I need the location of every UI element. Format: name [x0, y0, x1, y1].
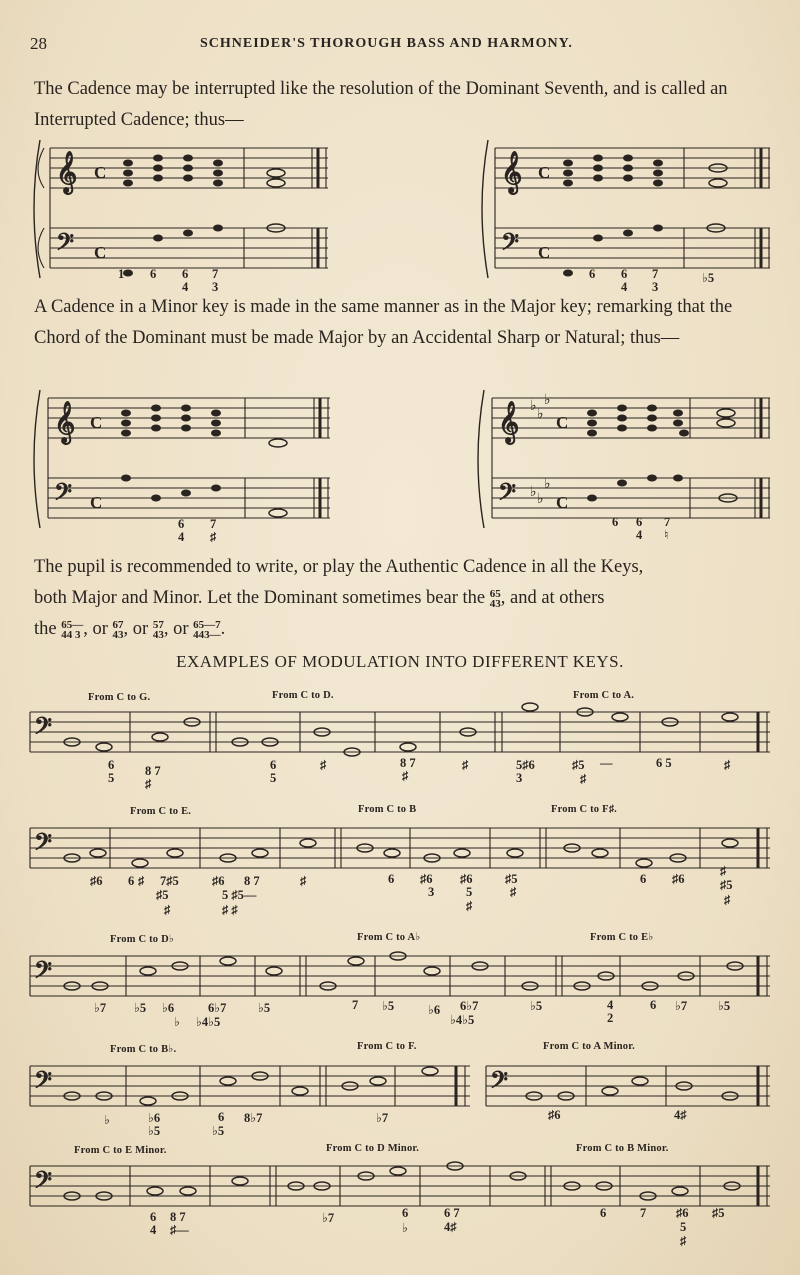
figure-1b-1: 6	[621, 267, 628, 281]
bass-clef: 𝄢	[56, 230, 75, 261]
label-c-to-a-minor: From C to A Minor.	[543, 1041, 635, 1052]
svg-text:𝄢: 𝄢	[34, 1168, 53, 1199]
section-title: EXAMPLES OF MODULATION INTO DIFFERENT KEYS.	[176, 652, 624, 671]
svg-text:C: C	[538, 243, 551, 262]
label-c-to-e-minor: From C to E Minor.	[74, 1145, 167, 1156]
svg-text:C: C	[556, 413, 569, 432]
label-c-to-g: From C to G.	[88, 692, 151, 703]
figure-1a-2: 6	[182, 267, 189, 281]
modulation-staves	[30, 712, 770, 1206]
figure-2b-4: ♮	[664, 528, 669, 542]
figure-2a-3: ♯	[210, 530, 217, 544]
svg-text:𝄢: 𝄢	[34, 714, 53, 745]
label-c-to-b-minor: From C to B Minor.	[576, 1143, 669, 1154]
inline-figure-a: 6 4	[489, 587, 496, 610]
svg-text:♭: ♭	[530, 485, 537, 500]
inline-figure-a2: 5 3	[495, 587, 501, 610]
book-page: 28 SCHNEIDER'S THOROUGH BASS AND HARMONY. The Cadence may be interrupted like the resolution of the Dominant Seventh, and is called an Interrupted Cadence; thus— 𝄞 𝄢 C C 𝄞 𝄢 C C 1 6 6 4 7 3 6 6 4 7 3 ♭5 𝄞 𝄢 C C 𝄞 𝄢 ♭ ♭ ♭ ♭ ♭ ♭ C C 6 4 7 ♯ 6 6 4 7 ♮ 𝄢 𝄢 𝄢 𝄢 𝄢 𝄢 A Cadence in a Minor key is made in the same manner as in the Major key; remarking that the Chord of the Dominant must be made Major by an Accidental Sharp or Natural; thus— The pupil is recommended to write, or play the Authentic Cadence in all the Keys, both Major and Minor. Let the Dominant sometimes bear the 6 45 3, and at others the 6 45 4— 3 , or 6 47 3, or 5 47 3, or 6 45 4—7 3—. EXAMPLES OF MODULATION INTO DIFFERENT KEYS. From C to G. From C to D. From C to A. From C to E. From C to B From C to F♯. From C to D♭ From C to A♭ From C to E♭ From C to B♭. From C to F. From C to A Minor. From C to E Minor. From C to D Minor. From C to B Minor. 6 5 8 7 ♯ 6 5 ♯ 8 7 ♯ ♯ 5♯6 3 ♯5 — ♯ 6 5 ♯ ♯6 6 ♯ 7♯5 ♯5 ♯ ♯6 8 7 5 ♯5— ♯ ♯ ♯ 6 ♯6 3 ♯6 5 ♯ ♯5 ♯ 6 ♯6 ♯ ♯5 ♯ ♭7 ♭5 ♭6 ♭ 6♭7 ♭4♭5 ♭5 7 ♭5 ♭6 6♭7 ♭4♭5 ♭5 4 2 6 ♭7 ♭5 ♭ ♭6 ♭5 6 ♭5 8♭7 ♭7 ♯6 4♯ 6 4 8 7 ♯— ♭7 6 ♭ 6 7 4♯ 6 7 ♯6 5 ♯ ♯5	[0, 0, 800, 1275]
svg-text:♭: ♭	[544, 477, 551, 492]
svg-text:C: C	[90, 493, 103, 512]
svg-text:𝄢: 𝄢	[34, 1068, 53, 1099]
svg-text:C: C	[94, 163, 107, 182]
para3-line1: The pupil is recommended to write, or play the Authentic Cadence in all the Keys,	[34, 557, 644, 577]
figure-2a-0: 6	[178, 517, 185, 531]
svg-text:𝄞: 𝄞	[54, 402, 76, 442]
label-c-to-a-flat: From C to A♭	[357, 932, 421, 943]
label-c-to-d-minor: From C to D Minor.	[326, 1143, 420, 1154]
svg-text:♭: ♭	[530, 399, 537, 414]
para3-line2	[34, 583, 774, 614]
svg-text:𝄞: 𝄞	[501, 152, 523, 192]
figure-2a-1: 4	[178, 530, 185, 544]
label-c-to-d-flat: From C to D♭	[110, 934, 175, 945]
svg-text:𝄢: 𝄢	[490, 1068, 509, 1099]
figure-1a-0: 1	[118, 267, 125, 281]
figure-1b-5: ♭5	[702, 271, 715, 285]
svg-text:𝄞: 𝄞	[498, 402, 520, 442]
figure-1b-3: 7	[652, 267, 659, 281]
figure-2b-1: 6	[636, 515, 643, 529]
figure-2b-3: 7	[664, 515, 671, 529]
running-title: SCHNEIDER'S THOROUGH BASS AND HARMONY.	[200, 36, 573, 51]
svg-text:C: C	[538, 163, 551, 182]
figure-1a-3: 4	[182, 280, 189, 294]
figure-1b-0: 6	[589, 267, 596, 281]
label-c-to-f-sharp: From C to F♯.	[551, 804, 617, 815]
label-c-to-f: From C to F.	[357, 1041, 417, 1052]
svg-text:𝄢: 𝄢	[498, 480, 517, 511]
para3-line2-text-b: , and at others	[500, 588, 605, 608]
svg-text:𝄢: 𝄢	[34, 958, 53, 989]
svg-text:♭: ♭	[544, 393, 551, 408]
label-c-to-d: From C to D.	[272, 690, 334, 701]
figure-1a-5: 3	[212, 280, 219, 294]
inline-figure-b: 6 4	[61, 618, 67, 641]
svg-text:C: C	[556, 493, 569, 512]
figure-1a-1: 6	[150, 267, 157, 281]
svg-text:C: C	[94, 243, 107, 262]
svg-text:𝄢: 𝄢	[54, 480, 73, 511]
label-c-to-e: From C to E.	[130, 806, 192, 817]
label-c-to-b-flat: From C to B♭.	[110, 1044, 177, 1055]
inline-figure-d: 5 4	[152, 618, 159, 641]
paragraph-authentic-cadence	[34, 552, 774, 645]
paragraph-minor-cadence: A Cadence in a Minor key is made in the same manner as in the Major key; remarking that the Chord of the Dominant must be made Major by an Accidental Sharp or Natural; thus—	[34, 297, 733, 348]
figure-2a-2: 7	[210, 517, 217, 531]
para3-line2-text-a: both Major and Minor. Let the Dominant sometimes bear the	[34, 588, 486, 608]
svg-text:𝄢: 𝄢	[34, 830, 53, 861]
figure-1a-4: 7	[212, 267, 219, 281]
paragraph-interrupted-cadence: The Cadence may be interrupted like the resolution of the Dominant Seventh, and is called an Interrupted Cadence; thus—	[34, 79, 728, 130]
figure-2b-0: 6	[612, 515, 619, 529]
page-number: 28	[30, 34, 47, 53]
figure-1b-2: 4	[621, 280, 628, 294]
svg-text:♭: ♭	[537, 407, 544, 422]
label-c-to-e-flat: From C to E♭	[590, 932, 654, 943]
figure-1b-4: 3	[652, 280, 659, 294]
treble-clef: 𝄞	[56, 152, 78, 192]
label-c-to-a: From C to A.	[573, 690, 635, 701]
svg-text:♭: ♭	[537, 492, 544, 507]
figure-2b-2: 4	[636, 528, 643, 542]
para3-line3: the 6 45 4— 3 , or 6 47 3, or 5 47 3, or 6 45 4—7 3—.	[34, 618, 226, 641]
inline-figure-c: 6 4	[112, 618, 119, 641]
inline-figure-e: 6 4	[193, 618, 199, 641]
svg-text:C: C	[90, 413, 103, 432]
label-c-to-b: From C to B	[358, 804, 417, 815]
svg-text:𝄢: 𝄢	[501, 230, 520, 261]
